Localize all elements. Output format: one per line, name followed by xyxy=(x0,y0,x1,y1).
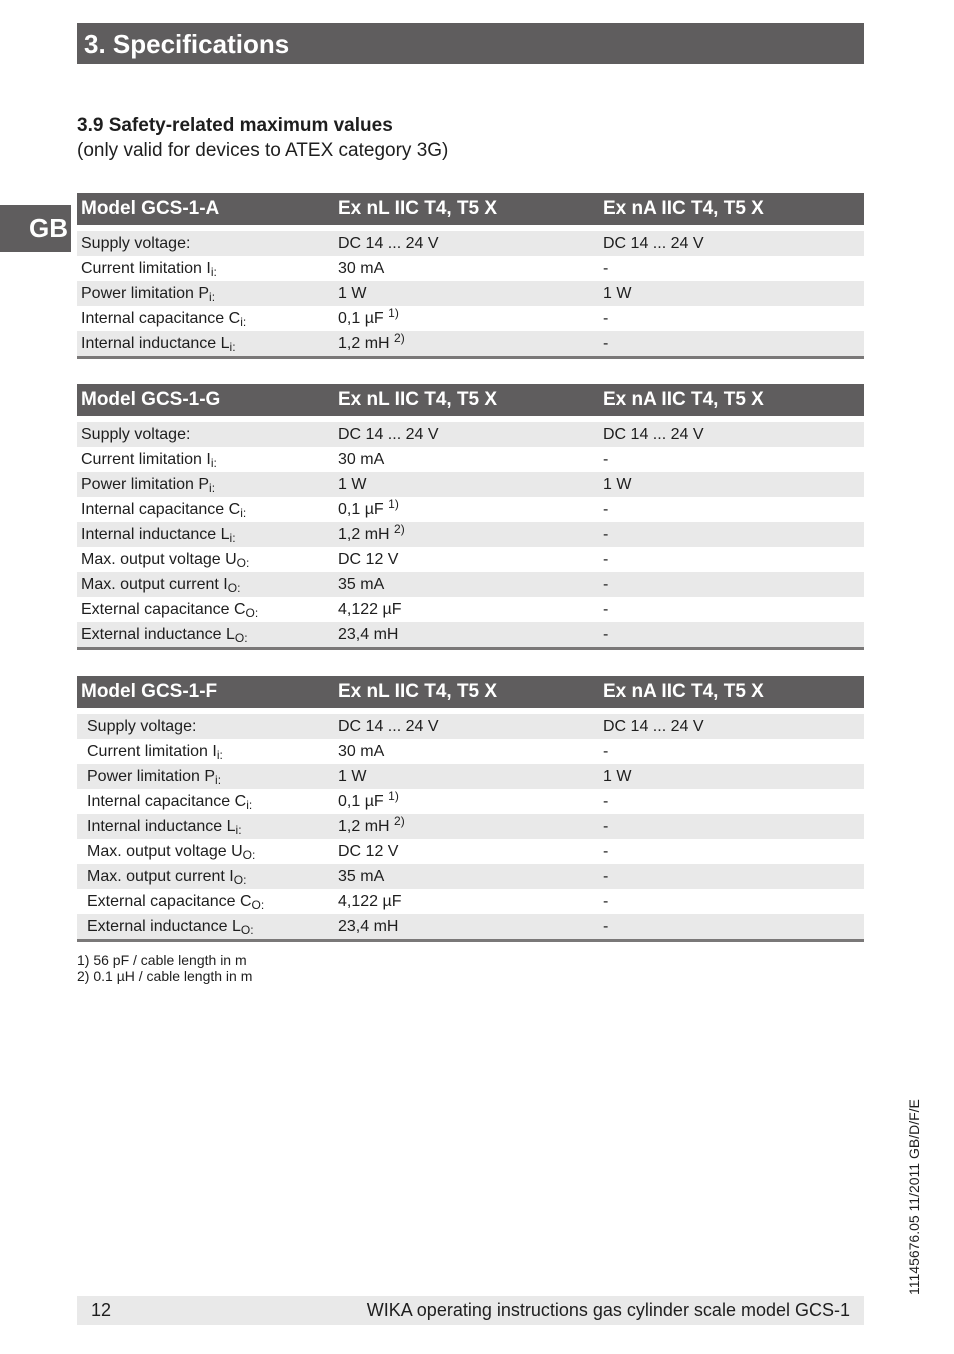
row-value-nl xyxy=(338,764,366,789)
table-row xyxy=(77,622,864,647)
row-value-na: 1 W xyxy=(603,476,632,493)
row-value-nl-text: DC 14 ... 24 V xyxy=(338,235,439,252)
footnote-2: 2) 0.1 µH / cable length in m xyxy=(77,968,253,984)
row-value-nl xyxy=(338,472,366,497)
spec-table xyxy=(77,384,864,650)
row-value-nl-text: 1 W xyxy=(338,768,367,785)
language-tab xyxy=(0,205,71,252)
row-label-subscript: i: xyxy=(210,456,217,470)
row-value-nl-text: 1,2 mH xyxy=(338,335,390,352)
row-value-na: - xyxy=(603,918,609,935)
page-title: 3. Specifications xyxy=(84,29,290,59)
row-label xyxy=(87,864,246,889)
table-header-cell: Model GCS-1-G xyxy=(81,389,221,410)
row-value-na: DC 14 ... 24 V xyxy=(603,718,704,735)
row-value-nl xyxy=(338,839,398,864)
row-label-text: External inductance L xyxy=(81,626,235,643)
row-value-nl xyxy=(338,422,439,447)
row-value-nl xyxy=(338,864,384,889)
row-label-subscript: i: xyxy=(229,340,236,354)
row-value-nl xyxy=(338,914,398,939)
row-label-text: Internal inductance L xyxy=(87,818,236,835)
spec-table xyxy=(77,193,864,359)
table-row xyxy=(77,497,864,522)
row-value-na: - xyxy=(603,893,609,910)
row-label xyxy=(81,547,249,572)
row-value-nl xyxy=(338,231,439,256)
row-label xyxy=(81,256,217,281)
row-label xyxy=(81,306,246,331)
row-label-subscript: i: xyxy=(209,481,216,495)
footnote-ref: 2) xyxy=(394,522,405,536)
row-label-subscript: O: xyxy=(227,581,241,595)
table-row xyxy=(77,914,864,939)
table-row xyxy=(77,864,864,889)
section-subtitle: (only valid for devices to ATEX category 3G) xyxy=(77,140,449,161)
table-header xyxy=(77,676,864,708)
row-label xyxy=(81,231,190,256)
language-tab-label: GB xyxy=(29,213,68,243)
row-label xyxy=(81,447,217,472)
row-label-subscript: O: xyxy=(236,556,250,570)
table-row xyxy=(77,306,864,331)
row-value-nl-text: 4,122 µF xyxy=(338,893,402,910)
row-label xyxy=(81,597,258,622)
row-label xyxy=(81,497,246,522)
row-value-nl-text: 30 mA xyxy=(338,260,385,277)
row-label-text: External capacitance C xyxy=(87,893,252,910)
row-value-na: - xyxy=(603,793,609,810)
row-value-na: - xyxy=(603,526,609,543)
table-row xyxy=(77,472,864,497)
row-value-na: - xyxy=(603,868,609,885)
row-value-nl xyxy=(338,256,384,281)
page-footer xyxy=(77,1296,864,1325)
table-header-cell: Model GCS-1-A xyxy=(81,198,220,219)
row-label-text: Supply voltage: xyxy=(81,426,191,443)
row-value-na: - xyxy=(603,626,609,643)
table-row xyxy=(77,889,864,914)
row-value-na: - xyxy=(603,576,609,593)
row-value-nl xyxy=(338,497,399,522)
row-value-nl-text: 35 mA xyxy=(338,576,385,593)
footer-text: WIKA operating instructions gas cylinder scale model GCS-1 xyxy=(366,1300,850,1320)
row-label xyxy=(81,331,236,356)
row-label xyxy=(87,814,242,839)
row-label xyxy=(87,714,196,739)
row-label-subscript: i: xyxy=(209,290,216,304)
table-row xyxy=(77,714,864,739)
row-value-nl xyxy=(338,281,366,306)
row-value-na: DC 14 ... 24 V xyxy=(603,235,704,252)
footnote-ref: 1) xyxy=(388,497,399,511)
row-label xyxy=(81,422,190,447)
row-value-nl-text: 4,122 µF xyxy=(338,601,402,618)
table-row xyxy=(77,331,864,356)
row-label xyxy=(87,764,221,789)
row-label-subscript: i: xyxy=(246,798,253,812)
footnote-ref: 1) xyxy=(388,306,399,320)
row-label-text: Internal inductance L xyxy=(81,335,230,352)
row-label-subscript: O: xyxy=(240,923,254,937)
row-label-text: Current limitation I xyxy=(81,260,211,277)
row-label-text: Max. output voltage U xyxy=(81,551,237,568)
row-label-subscript: i: xyxy=(210,265,217,279)
row-value-nl xyxy=(338,547,398,572)
row-label xyxy=(81,572,240,597)
row-label xyxy=(81,622,248,647)
row-label-text: Power limitation P xyxy=(81,476,210,493)
row-value-nl xyxy=(338,331,405,356)
table-header-cell: Ex nL IIC T4, T5 X xyxy=(338,389,498,410)
row-value-na: - xyxy=(603,818,609,835)
row-label-text: Internal capacitance C xyxy=(81,310,241,327)
row-label-subscript: i: xyxy=(240,315,247,329)
row-label-subscript: i: xyxy=(215,773,222,787)
row-value-nl-text: DC 12 V xyxy=(338,551,399,568)
table-row xyxy=(77,522,864,547)
row-value-nl-text: 23,4 mH xyxy=(338,626,399,643)
row-label xyxy=(87,839,255,864)
row-value-nl-text: 23,4 mH xyxy=(338,918,399,935)
table-row xyxy=(77,572,864,597)
row-value-nl xyxy=(338,739,384,764)
row-label-subscript: i: xyxy=(216,748,223,762)
row-label-subscript: O: xyxy=(242,848,256,862)
row-label-text: Internal capacitance C xyxy=(81,501,241,518)
row-value-nl-text: 0,1 µF xyxy=(338,501,384,518)
table-row xyxy=(77,814,864,839)
row-value-nl xyxy=(338,622,398,647)
row-value-na: - xyxy=(603,310,609,327)
table-row xyxy=(77,739,864,764)
row-value-nl-text: 35 mA xyxy=(338,868,385,885)
row-label-subscript: O: xyxy=(245,606,259,620)
table-row xyxy=(77,256,864,281)
row-label xyxy=(87,789,252,814)
table-row xyxy=(77,839,864,864)
row-value-nl xyxy=(338,814,405,839)
row-value-nl xyxy=(338,572,384,597)
table-row xyxy=(77,281,864,306)
row-label-text: Internal capacitance C xyxy=(87,793,247,810)
row-label-text: Current limitation I xyxy=(81,451,211,468)
footnote-1: 1) 56 pF / cable length in m xyxy=(77,952,247,968)
row-label xyxy=(81,522,236,547)
row-value-nl xyxy=(338,789,399,814)
row-value-nl-text: DC 14 ... 24 V xyxy=(338,426,439,443)
row-label-subscript: O: xyxy=(251,898,265,912)
row-value-nl xyxy=(338,714,439,739)
row-label-text: Internal inductance L xyxy=(81,526,230,543)
row-value-nl-text: 30 mA xyxy=(338,451,385,468)
spec-table xyxy=(77,676,864,942)
document-code: 11145676.05 11/2011 GB/D/F/E xyxy=(906,1099,922,1295)
table-header-cell: Ex nL IIC T4, T5 X xyxy=(338,198,498,219)
page-number: 12 xyxy=(91,1300,112,1320)
row-value-nl xyxy=(338,306,399,331)
row-label-text: Power limitation P xyxy=(87,768,216,785)
row-value-nl-text: 1,2 mH xyxy=(338,818,390,835)
row-label-text: Supply voltage: xyxy=(81,235,191,252)
row-label-subscript: O: xyxy=(234,631,248,645)
table-header xyxy=(77,193,864,225)
row-label-text: Power limitation P xyxy=(81,285,210,302)
row-label-subscript: O: xyxy=(233,873,247,887)
row-value-na: DC 14 ... 24 V xyxy=(603,426,704,443)
table-header-cell: Ex nA IIC T4, T5 X xyxy=(603,681,764,702)
footnote-ref: 2) xyxy=(394,814,405,828)
footnote-ref: 2) xyxy=(394,331,405,345)
row-value-na: - xyxy=(603,335,609,352)
row-label-text: Max. output current I xyxy=(81,576,228,593)
row-label-subscript: i: xyxy=(229,531,236,545)
row-value-na: 1 W xyxy=(603,768,632,785)
row-value-nl-text: DC 14 ... 24 V xyxy=(338,718,439,735)
row-value-na: - xyxy=(603,501,609,518)
row-value-na: - xyxy=(603,601,609,618)
section-title: 3.9 Safety-related maximum values xyxy=(77,115,393,136)
row-label-text: Max. output current I xyxy=(87,868,234,885)
table-row xyxy=(77,789,864,814)
table-row xyxy=(77,422,864,447)
row-label xyxy=(87,889,264,914)
row-value-nl-text: 0,1 µF xyxy=(338,310,384,327)
row-value-nl-text: 0,1 µF xyxy=(338,793,384,810)
section-header-bar xyxy=(77,23,864,64)
row-value-na: 1 W xyxy=(603,285,632,302)
row-label-text: External inductance L xyxy=(87,918,241,935)
row-value-nl-text: 1 W xyxy=(338,476,367,493)
row-value-na: - xyxy=(603,743,609,760)
row-value-nl xyxy=(338,522,405,547)
table-row xyxy=(77,447,864,472)
row-label xyxy=(87,739,223,764)
row-value-nl-text: 30 mA xyxy=(338,743,385,760)
table-row xyxy=(77,764,864,789)
row-value-nl xyxy=(338,889,401,914)
row-label-text: Current limitation I xyxy=(87,743,217,760)
table-header-cell: Model GCS-1-F xyxy=(81,681,218,702)
row-value-nl-text: DC 12 V xyxy=(338,843,399,860)
row-value-nl-text: 1,2 mH xyxy=(338,526,390,543)
table-row xyxy=(77,597,864,622)
row-value-na: - xyxy=(603,260,609,277)
table-header-cell: Ex nA IIC T4, T5 X xyxy=(603,198,764,219)
table-header xyxy=(77,384,864,416)
row-value-na: - xyxy=(603,843,609,860)
table-row xyxy=(77,547,864,572)
footnotes xyxy=(77,952,252,984)
footnote-ref: 1) xyxy=(388,789,399,803)
row-label xyxy=(81,281,215,306)
row-label xyxy=(87,914,254,939)
table-header-cell: Ex nA IIC T4, T5 X xyxy=(603,389,764,410)
row-label-text: Supply voltage: xyxy=(87,718,197,735)
row-label xyxy=(81,472,215,497)
table-row xyxy=(77,231,864,256)
table-header-cell: Ex nL IIC T4, T5 X xyxy=(338,681,498,702)
row-value-nl xyxy=(338,447,384,472)
row-label-subscript: i: xyxy=(235,823,242,837)
row-value-nl-text: 1 W xyxy=(338,285,367,302)
row-label-text: External capacitance C xyxy=(81,601,246,618)
row-value-na: - xyxy=(603,451,609,468)
row-value-nl xyxy=(338,597,401,622)
row-label-subscript: i: xyxy=(240,506,247,520)
row-value-na: - xyxy=(603,551,609,568)
row-label-text: Max. output voltage U xyxy=(87,843,243,860)
